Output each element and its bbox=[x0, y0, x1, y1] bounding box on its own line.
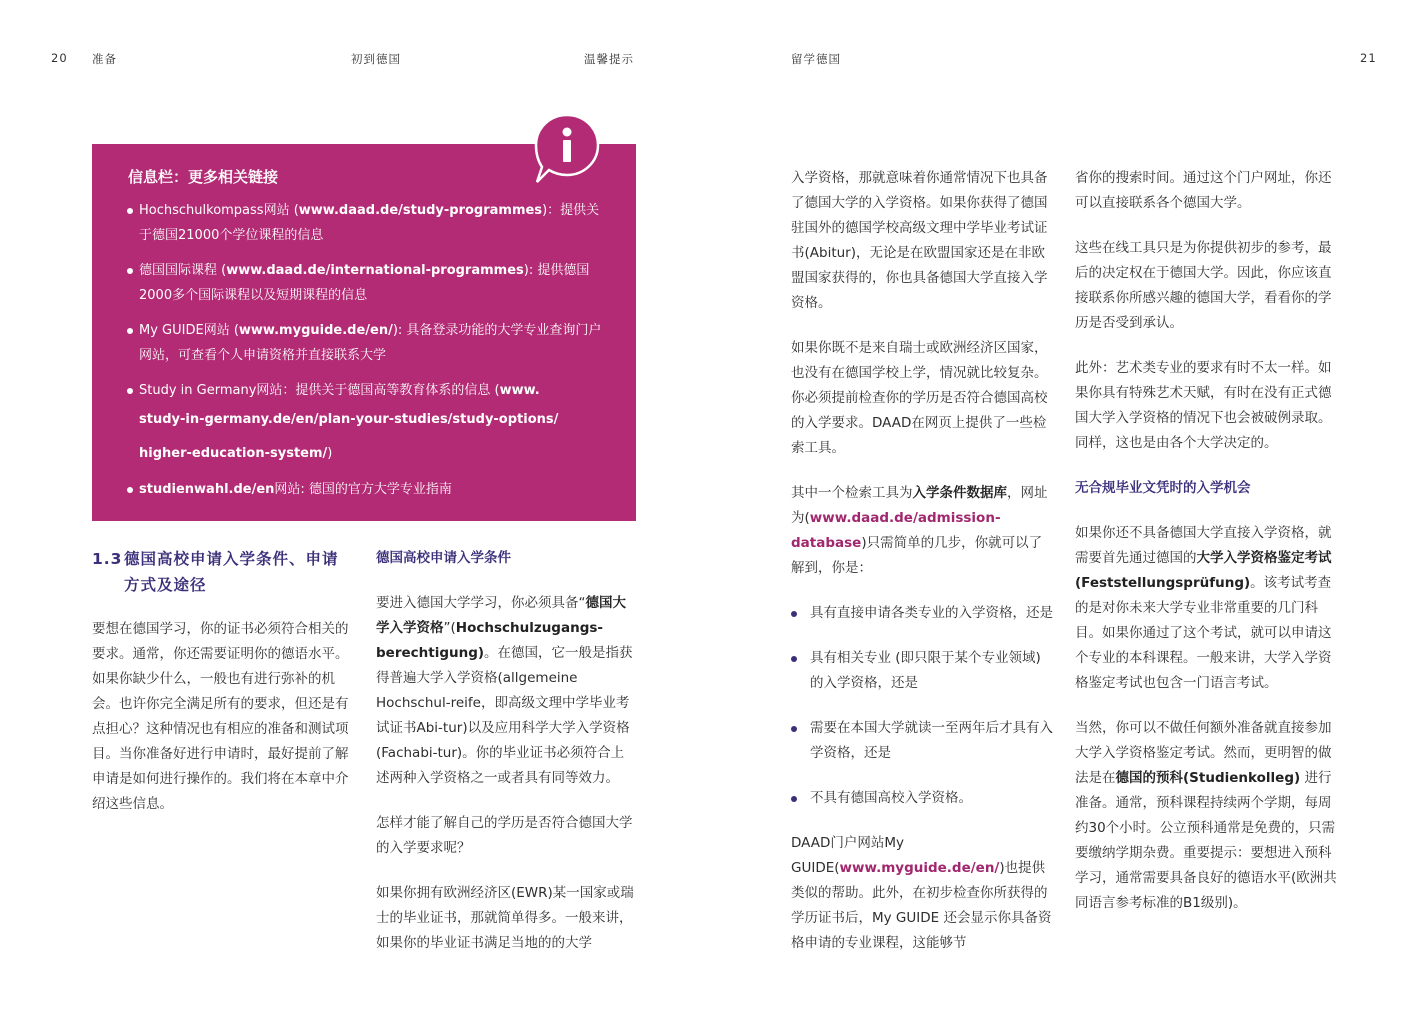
intro-paragraph: 要想在德国学习，你的证书必须符合相关的要求。通常，你还需要证明你的德语水平。如果你缺少什么，一般也有进行弥补的机会。也许你完全满足所有的要求，但还是有点担心？这种情况也有相应的准备和测试项目。当你准备好进行申请时，最好提前了解申请是如何进行操作的。我们将在本章中介绍这些信息。 bbox=[92, 621, 349, 812]
bullet-dot bbox=[791, 726, 797, 732]
paragraph: 入学资格，那就意味着你通常情况下也具备了德国大学的入学资格。如果你获得了德国驻国外的德国学校高级文理中学毕业考试证书(Abitur)，无论是在欧盟国家还是在非欧盟国家获得的，你也具备德国大学直接入学资格。 bbox=[791, 170, 1048, 311]
link-study-in-germany-1[interactable]: www. bbox=[499, 383, 540, 398]
column-4 bbox=[1075, 166, 1337, 936]
header-nav-prepare[interactable]: 准备 bbox=[92, 52, 117, 66]
paragraph: 当然，你可以不做任何额外准备就直接参加大学入学资格鉴定考试。然而，更明智的做法是在德国的预科(Studienkolleg) 进行准备。通常，预科课程持续两个学期，每周约30个小时。公立预科通常是免费的，只需要缴纳学期杂费。重要提示：要想进入预科学习，通常需要具备良好的德语水平(欧洲共同语言参考标准的B1级别)。 bbox=[1075, 720, 1337, 911]
link-study-programmes[interactable]: www.daad.de/study-programmes bbox=[298, 203, 543, 218]
link-admission-database[interactable]: www.daad.de/admission-database bbox=[791, 510, 1001, 551]
link-myguide[interactable]: www.myguide.de/en/ bbox=[238, 323, 393, 338]
info-box-title: 信息栏：更多相关链接 bbox=[128, 168, 279, 186]
list-item: My GUIDE网站 (www.myguide.de/en/): 具备登录功能的大学专业查询门户网站，可查看个人申请资格并直接联系大学 bbox=[128, 318, 612, 368]
column-2 bbox=[376, 546, 636, 976]
bullet-dot bbox=[127, 268, 133, 274]
bullet-dot bbox=[791, 611, 797, 617]
subheading-admission: 德国高校申请入学条件 bbox=[376, 550, 511, 566]
section-number: 1.3 bbox=[92, 550, 123, 568]
link-study-in-germany-3[interactable]: higher-education-system/ bbox=[139, 446, 328, 461]
list-item: 具有直接申请各类专业的入学资格，还是 bbox=[791, 601, 1053, 626]
header-nav-study[interactable]: 留学德国 bbox=[791, 52, 841, 66]
list-item: studienwahl.de/en网站: 德国的官方大学专业指南 bbox=[128, 477, 612, 502]
paragraph: DAAD门户网站My GUIDE(www.myguide.de/en/)也提供类似的帮助。此外，在初步检查你所获得的学历证书后，My GUIDE 还会显示你具备资格申请的专业课程，这能够节 bbox=[791, 835, 1052, 951]
paragraph: 如果你既不是来自瑞士或欧洲经济区国家，也没有在德国学校上学，情况就比较复杂。你必须提前检查你的学历是否符合德国高校的入学要求。DAAD在网页上提供了一些检索工具。 bbox=[791, 340, 1048, 456]
list-item: 需要在本国大学就读一至两年后才具有入学资格，还是 bbox=[791, 716, 1053, 766]
page-number-left: 20 bbox=[51, 51, 68, 65]
intro-column bbox=[92, 617, 354, 837]
info-icon bbox=[533, 112, 601, 184]
bullet-dot bbox=[127, 388, 133, 394]
bullet-dot bbox=[791, 656, 797, 662]
link-studienwahl[interactable]: studienwahl.de/en bbox=[139, 482, 275, 497]
bullet-dot bbox=[127, 208, 133, 214]
paragraph: 如果你还不具备德国大学直接入学资格，就需要首先通过德国的大学入学资格鉴定考试(Feststellungsprüfung)。该考试考查的是对你未来大学专业非常重要的几门科目。如果你通过了这个考试，就可以申请这个专业的本科课程。一般来讲，大学入学资格鉴定考试也包含一门语言考试。 bbox=[1075, 525, 1332, 691]
list-item: 德国国际课程 (www.daad.de/international-programmes): 提供德国2000多个国际课程以及短期课程的信息 bbox=[128, 258, 612, 308]
paragraph: 省你的搜索时间。通过这个门户网址，你还可以直接联系各个德国大学。 bbox=[1075, 170, 1332, 211]
list-item: 具有相关专业 (即只限于某个专业领域) 的入学资格，还是 bbox=[791, 646, 1053, 696]
list-item: Study in Germany网站：提供关于德国高等教育体系的信息 (www. study-in-germany.de/en/plan-your-studies/study-options/ higher-education-system/) bbox=[128, 378, 612, 471]
info-box bbox=[92, 144, 636, 521]
link-myguide-portal[interactable]: www.myguide.de/en/ bbox=[839, 860, 1000, 876]
section-title: 1.3德国高校申请入学条件、申请 方式及途径 bbox=[92, 546, 354, 598]
admission-result-list bbox=[791, 601, 1053, 811]
subheading-no-diploma: 无合规毕业文凭时的入学机会 bbox=[1075, 480, 1251, 496]
paragraph: 如果你拥有欧洲经济区(EWR)某一国家或瑞士的毕业证书，那就简单得多。一般来讲，如果你的毕业证书满足当地的的大学 bbox=[376, 885, 634, 951]
paragraph: 其中一个检索工具为入学条件数据库，网址为(www.daad.de/admission-database)只需简单的几步，你就可以了解到，你是： bbox=[791, 485, 1048, 576]
column-3 bbox=[791, 166, 1053, 976]
paragraph: 此外：艺术类专业的要求有时不太一样。如果你具有特殊艺术天赋，有时在没有正式德国大学入学资格的情况下也会被破例录取。同样，这也是由各个大学决定的。 bbox=[1075, 360, 1332, 451]
paragraph: 这些在线工具只是为你提供初步的参考，最后的决定权在于德国大学。因此，你应该直接联系你所感兴趣的德国大学，看看你的学历是否受到承认。 bbox=[1075, 240, 1332, 331]
header-nav-arrival[interactable]: 初到德国 bbox=[351, 52, 401, 66]
bullet-dot bbox=[791, 796, 797, 802]
header-nav-tips[interactable]: 温馨提示 bbox=[584, 52, 634, 66]
paragraph: 怎样才能了解自己的学历是否符合德国大学的入学要求呢？ bbox=[376, 815, 633, 856]
bullet-dot bbox=[127, 487, 133, 493]
link-study-in-germany-2[interactable]: study-in-germany.de/en/plan-your-studies/study-options/ bbox=[139, 412, 559, 427]
bullet-dot bbox=[127, 328, 133, 334]
paragraph: 要进入德国大学学习，你必须具备“德国大学入学资格”(Hochschulzugangs-berechtigung)。在德国，它一般是指获得普遍大学入学资格(allgemeine Hochschul-reife，即高级文理中学毕业考试证书Abi-tur)以及应用科学大学入学资格(Fachabi-tur)。你的毕业证书必须符合上述两种入学资格之一或者具有同等效力。 bbox=[376, 595, 633, 786]
page-number-right: 21 bbox=[1360, 51, 1377, 65]
list-item: 不具有德国高校入学资格。 bbox=[791, 786, 1053, 811]
list-item: Hochschulkompass网站 (www.daad.de/study-programmes)：提供关于德国21000个学位课程的信息 bbox=[128, 198, 612, 248]
link-international-programmes[interactable]: www.daad.de/international-programmes bbox=[226, 263, 524, 278]
info-link-list bbox=[128, 198, 612, 502]
